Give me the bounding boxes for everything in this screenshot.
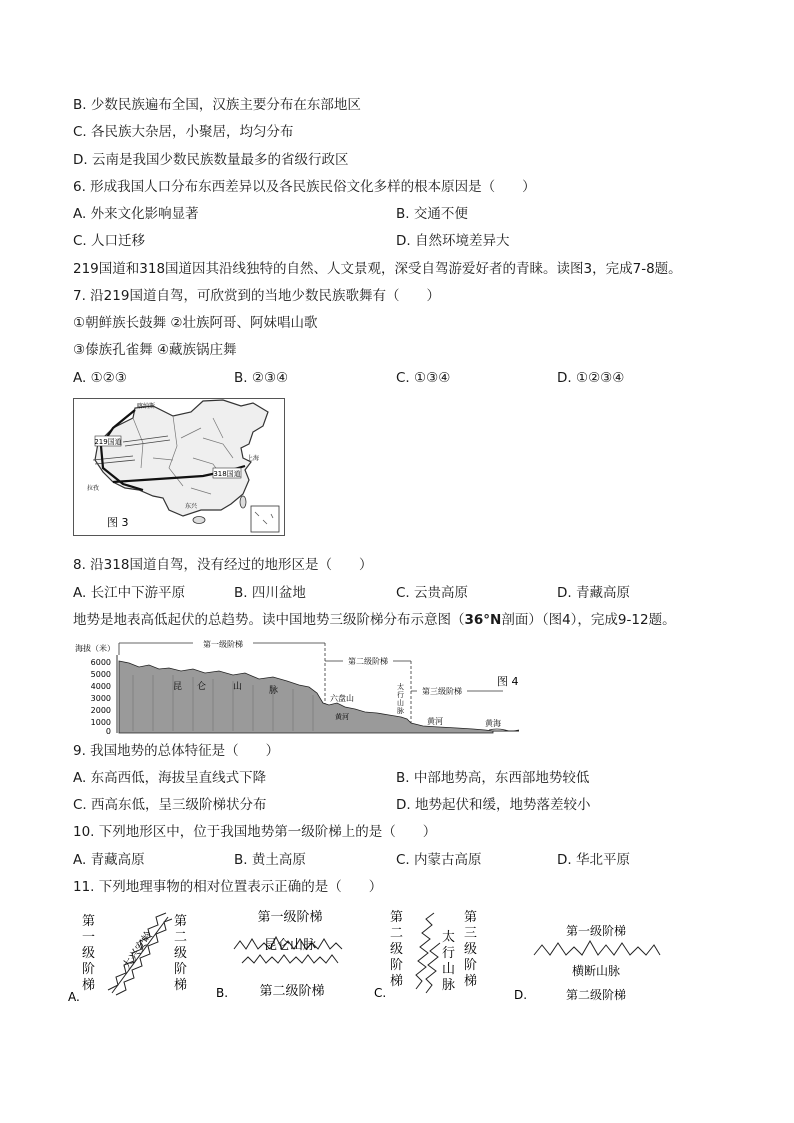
fig4-step2: 第二级阶梯 [348, 657, 388, 666]
q7-option-c: C. ①③④ [396, 370, 451, 386]
q11a-right-1: 第 [174, 914, 188, 929]
fig4-ytick-5000: 5000 [90, 670, 111, 679]
q11c-right-2: 三 [464, 926, 478, 941]
q11a-right-3: 级 [174, 946, 188, 961]
fig4-ylabel: 海拔（米） [75, 644, 115, 653]
q11b-letter: B. [216, 986, 229, 1000]
q11b-range: 昆仑山脉 [263, 938, 317, 953]
q11-option-d-diagram [510, 905, 670, 1005]
q11a-left-3: 级 [82, 946, 96, 961]
q11a-right-4: 阶 [174, 962, 188, 977]
fig4-huanghe-upper: 黄河 [335, 713, 349, 721]
q9-option-c: C. 西高东低，呈三级阶梯状分布 [73, 797, 267, 813]
q11c-left-5: 梯 [390, 974, 404, 989]
q10-option-c: C. 内蒙古高原 [396, 852, 482, 868]
fig4-liupan: 六盘山 [330, 694, 354, 703]
q11a-left-5: 梯 [82, 978, 96, 993]
label-dongxing: 东兴 [185, 503, 198, 510]
q7-items-2: ③傣族孔雀舞 ④藏族锅庄舞 [73, 342, 237, 358]
figure-4-caption: 图 4 [497, 675, 519, 688]
q11a-left-2: 一 [82, 930, 96, 945]
fig4-step3: 第三级阶梯 [422, 687, 462, 696]
q6-option-d: D. 自然环境差异大 [396, 233, 510, 249]
label-219: 219国道 [94, 438, 122, 446]
q10-option-b: B. 黄土高原 [234, 852, 306, 868]
q11b-bottom: 第二级阶梯 [259, 984, 325, 999]
fig4-huanghai: 黄海 [485, 719, 501, 728]
q5-option-d: D. 云南是我国少数民族数量最多的省级行政区 [73, 152, 349, 168]
fig4-kunlun-4: 脉 [269, 686, 279, 696]
q11c-right-5: 梯 [464, 974, 478, 989]
fig4-ytick-4000: 4000 [90, 682, 111, 691]
q9-stem: 9. 我国地势的总体特征是（ ） [73, 743, 280, 759]
fig4-kunlun-3: 山 [233, 682, 243, 692]
fig4-ytick-0: 0 [105, 727, 111, 735]
q11a-left-1: 第 [82, 914, 96, 929]
q11a-letter: A. [68, 990, 80, 1004]
fig4-yticks [91, 658, 111, 735]
fig4-huanghe: 黄河 [427, 717, 443, 726]
q8-option-a: A. 长江中下游平原 [73, 585, 186, 601]
q11c-right-4: 阶 [464, 958, 478, 973]
q7-items-1: ①朝鲜族长鼓舞 ②壮族阿哥、阿妹唱山歌 [73, 315, 318, 331]
q5-option-c: C. 各民族大杂居，小聚居，均匀分布 [73, 124, 294, 140]
q10-stem: 10. 下列地形区中，位于我国地势第一级阶梯上的是（ ） [73, 824, 437, 840]
q11d-letter: D. [514, 988, 528, 1002]
q11c-range-2: 行 [442, 946, 456, 961]
figure-3-china-map [73, 398, 285, 536]
q11c-left-2: 二 [390, 926, 404, 941]
q9-option-a: A. 东高西低，海拔呈直线式下降 [73, 770, 267, 786]
label-lazi: 拉孜 [87, 485, 100, 492]
fig4-ytick-2000: 2000 [90, 706, 111, 715]
q7-option-b: B. ②③④ [234, 370, 289, 386]
q5-option-b: B. 少数民族遍布全国，汉族主要分布在东部地区 [73, 97, 361, 113]
q11c-left-3: 级 [390, 942, 404, 957]
q11-option-c-diagram [370, 905, 500, 1005]
q11-option-b-diagram [212, 905, 362, 1005]
q8-stem: 8. 沿318国道自驾，没有经过的地形区是（ ） [73, 557, 373, 573]
q7-option-d: D. ①②③④ [557, 370, 625, 386]
q11c-left-4: 阶 [390, 958, 404, 973]
fig4-kunlun-1: 昆 [173, 682, 183, 692]
q11b-top: 第一级阶梯 [257, 910, 323, 925]
q6-option-a: A. 外来文化影响显著 [73, 206, 199, 222]
fig4-ytick-6000: 6000 [90, 658, 111, 667]
label-318: 318国道 [213, 470, 241, 478]
q11a-range: 大兴安岭 [119, 928, 156, 972]
figure-4-terrain-profile [73, 635, 519, 735]
q11d-range: 横断山脉 [571, 964, 621, 978]
q6-stem: 6. 形成我国人口分布东西差异以及各民族民俗文化多样的根本原因是（ ） [73, 179, 536, 195]
q11c-letter: C. [374, 986, 387, 1000]
q9-option-d: D. 地势起伏和缓，地势落差较小 [396, 797, 591, 813]
intro-7-8: 219国道和318国道因其沿线独特的自然、人文景观，深受自驾游爱好者的青睐。读图3，完成7-8题。 [73, 261, 682, 277]
q11a-left-4: 阶 [82, 962, 96, 977]
fig4-step1: 第一级阶梯 [203, 640, 243, 649]
q9-option-b: B. 中部地势高，东西部地势较低 [396, 770, 590, 786]
q8-option-b: B. 四川盆地 [234, 585, 306, 601]
fig4-taihang-1: 太 [397, 683, 404, 691]
q11c-right-1: 第 [464, 910, 478, 925]
fig4-taihang-2: 行 [397, 691, 404, 699]
q11c-right-3: 级 [464, 942, 478, 957]
q11c-left-1: 第 [390, 910, 404, 925]
q11c-range-3: 山 [442, 962, 456, 977]
q7-stem: 7. 沿219国道自驾，可欣赏到的当地少数民族歌舞有（ ） [73, 288, 440, 304]
fig4-ytick-1000: 1000 [90, 718, 111, 727]
q10-option-d: D. 华北平原 [557, 852, 630, 868]
label-kashgar: 喀纳斯 [137, 403, 156, 410]
intro-9-12-latitude: 36°N [464, 612, 502, 628]
q7-option-a: A. ①②③ [73, 370, 127, 386]
q11c-range-1: 太 [442, 930, 456, 945]
q11-stem: 11. 下列地理事物的相对位置表示正确的是（ ） [73, 879, 383, 895]
q11-option-a-diagram [68, 905, 208, 1005]
q11a-right-2: 二 [174, 930, 188, 945]
fig4-kunlun-2: 仑 [197, 682, 207, 692]
intro-9-12 [73, 611, 676, 629]
q11a-right-5: 梯 [174, 978, 188, 993]
q6-option-b: B. 交通不便 [396, 206, 468, 222]
q6-option-c: C. 人口迁移 [73, 233, 146, 249]
fig4-taihang-3: 山 [397, 699, 404, 707]
q11d-top: 第一级阶梯 [565, 924, 627, 938]
q11c-range-4: 脉 [442, 978, 456, 993]
q10-option-a: A. 青藏高原 [73, 852, 145, 868]
q8-option-d: D. 青藏高原 [557, 585, 630, 601]
q8-option-c: C. 云贵高原 [396, 585, 469, 601]
intro-9-12-after: 剖面）（图4），完成9-12题。 [501, 612, 676, 628]
fig4-ytick-3000: 3000 [90, 694, 111, 703]
q11d-bottom: 第二级阶梯 [565, 988, 627, 1002]
figure-3-caption: 图 3 [107, 516, 129, 529]
fig4-taihang-4: 脉 [397, 707, 404, 715]
intro-9-12-before: 地势是地表高低起伏的总趋势。读中国地势三级阶梯分布示意图（ [73, 612, 465, 628]
label-shanghai: 上海 [247, 455, 260, 462]
